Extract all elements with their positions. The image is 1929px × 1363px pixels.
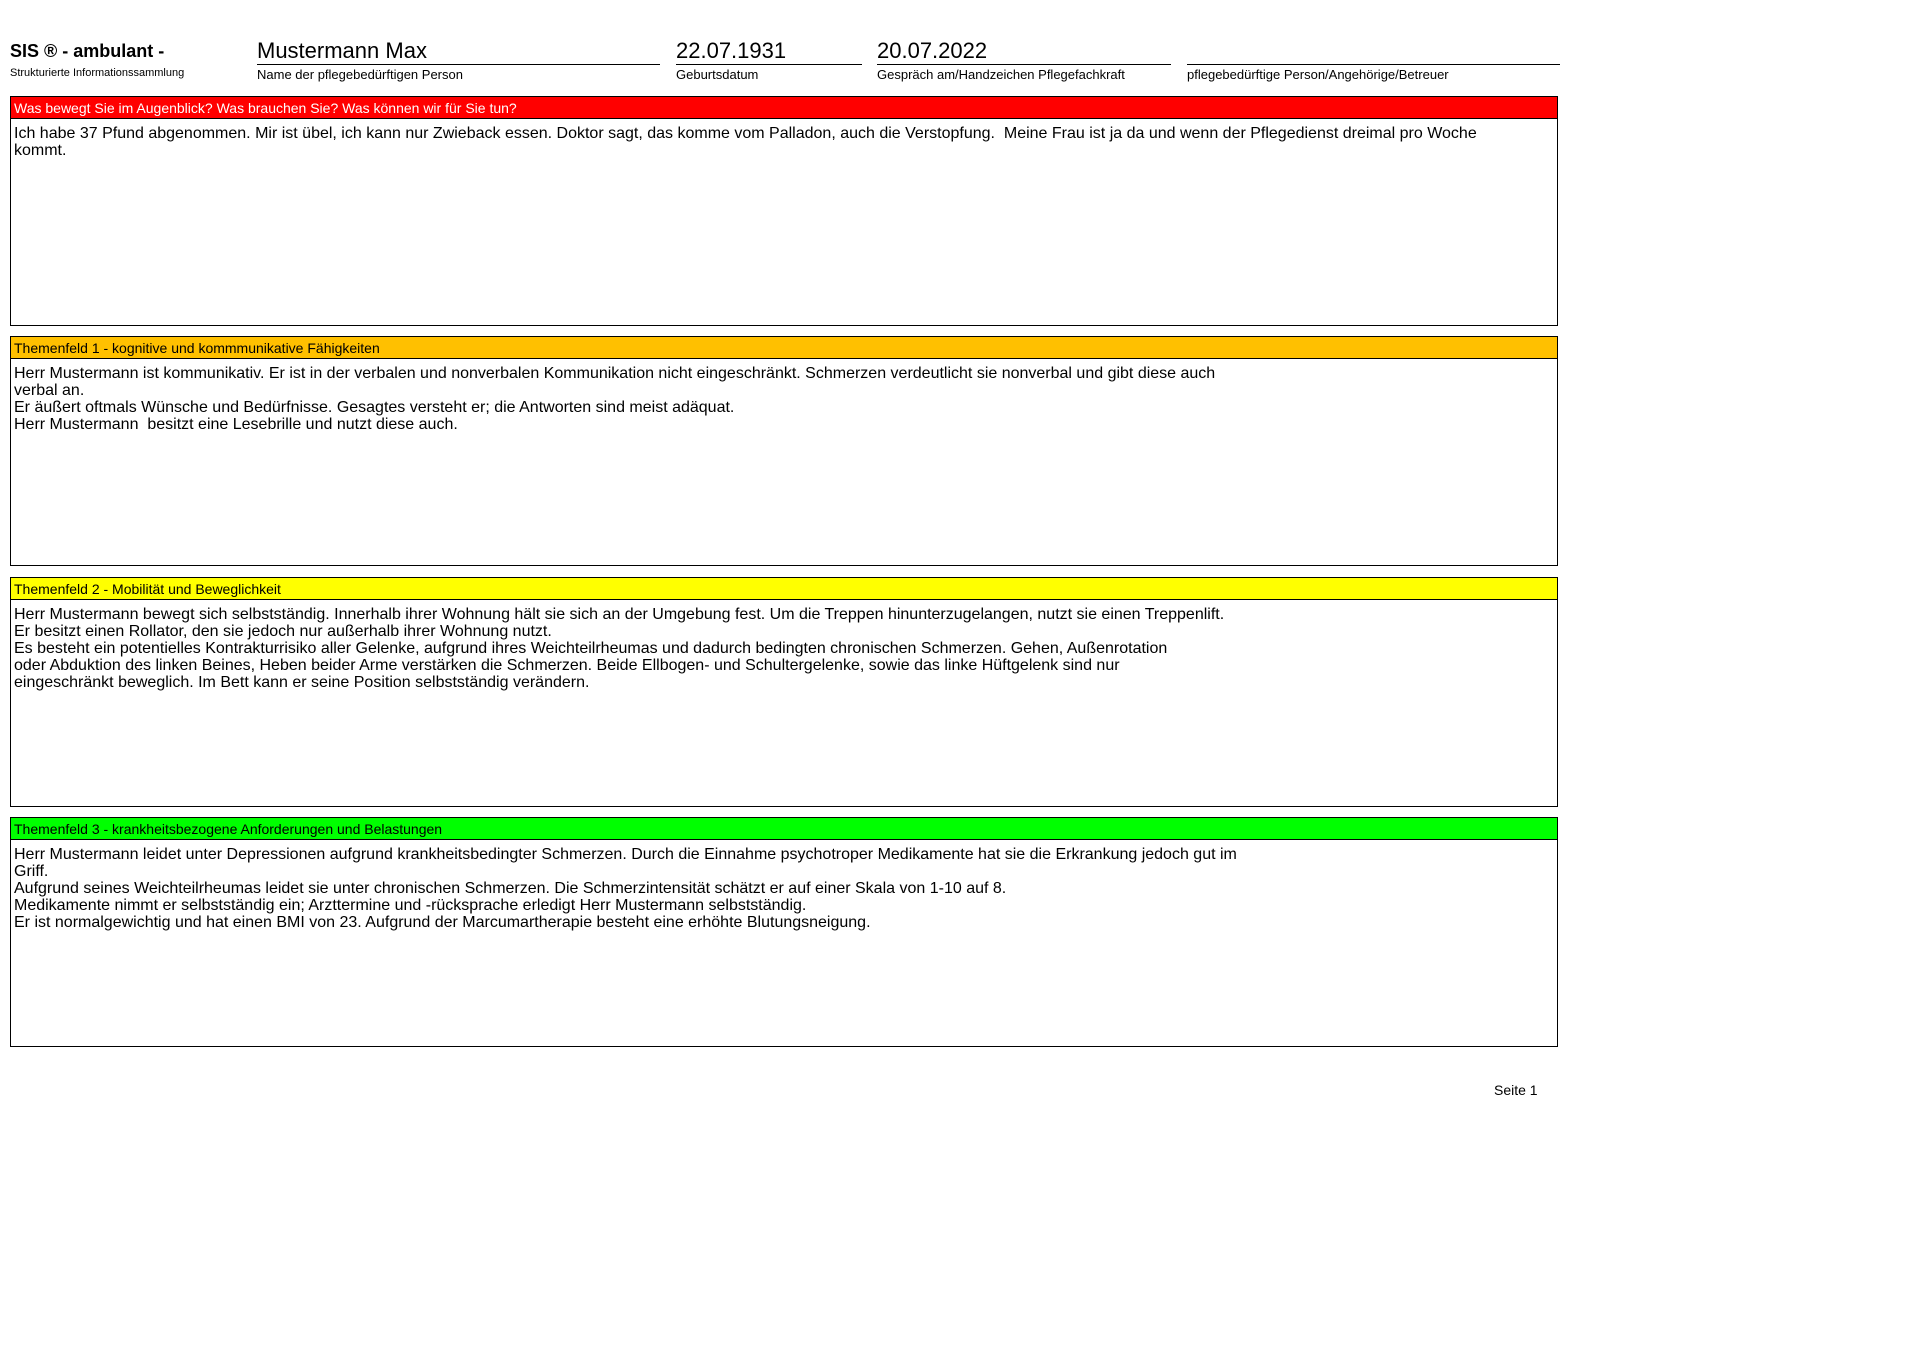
section-illness-demands: [10, 817, 1558, 1047]
section-text-line: Herr Mustermann leidet unter Depressionen aufgrund krankheitsbedingter Schmerzen. Durch die Einnahme psychotroper Medikamente hat sie die Erkrankung jedoch gut im: [14, 846, 1237, 863]
signature-field: [1187, 36, 1560, 84]
section-text-line: Herr Mustermann ist kommunikativ. Er ist in der verbalen und nonverbalen Kommunikation nicht eingeschränkt. Schmerzen verdeutlicht sie nonverbal und gibt diese auch: [14, 365, 1216, 382]
section-text-line: Aufgrund seines Weichteilrheumas leidet sie unter chronischen Schmerzen. Die Schmerzintensität schätzt er auf einer Skala von 1-10 auf 8.: [14, 880, 1007, 897]
section-header: Was bewegt Sie im Augenblick? Was brauchen Sie? Was können wir für Sie tun?: [11, 97, 1557, 119]
section-body: [11, 840, 1557, 931]
page-number: Seite 1: [1494, 1082, 1538, 1098]
birthdate-field: [676, 36, 862, 84]
section-text-line: Griff.: [14, 863, 49, 880]
section-text-line: Er äußert oftmals Wünsche und Bedürfnisse. Gesagtes versteht er; die Antworten sind meist adäquat.: [14, 399, 735, 416]
section-header: Themenfeld 1 - kognitive und kommmunikative Fähigkeiten: [11, 337, 1557, 359]
section-text-line: Herr Mustermann bewegt sich selbstständig. Innerhalb ihrer Wohnung hält sie sich an der Umgebung fest. Um die Treppen hinunterzugelangen, nutzt sie einen Treppenlift.: [14, 606, 1225, 623]
birthdate-value: 22.07.1931: [676, 36, 862, 65]
section-text-line: oder Abduktion des linken Beines, Heben beider Arme verstärken die Schmerzen. Beide Ellbogen- und Schultergelenke, sowie das linke Hüftgelenk sind nur: [14, 657, 1120, 674]
section-body: [11, 359, 1557, 433]
interview-date-field: [877, 36, 1171, 84]
section-text-line: Es besteht ein potentielles Kontrakturrisiko aller Gelenke, aufgrund ihres Weichteilrheumas und dadurch bedingten chronischen Schmerzen. Gehen, Außenrotation: [14, 640, 1168, 657]
section-current-needs: [10, 96, 1558, 326]
section-text-line: Herr Mustermann besitzt eine Lesebrille und nutzt diese auch.: [14, 416, 458, 433]
section-mobility: [10, 577, 1558, 807]
section-header: Themenfeld 2 - Mobilität und Beweglichkeit: [11, 578, 1557, 600]
birthdate-label: Geburtsdatum: [676, 67, 759, 82]
document-title: SIS ® - ambulant -: [10, 41, 165, 61]
section-body: [11, 119, 1557, 159]
patient-name-label: Name der pflegebedürftigen Person: [257, 67, 463, 82]
section-text-line: Medikamente nimmt er selbstständig ein; Arzttermine und -rücksprache erledigt Herr Mustermann selbstständig.: [14, 897, 807, 914]
section-body: [11, 600, 1557, 691]
section-text-line: Er besitzt einen Rollator, den sie jedoch nur außerhalb ihrer Wohnung nutzt.: [14, 623, 552, 640]
patient-name-field: [257, 36, 660, 84]
section-text-line: eingeschränkt beweglich. Im Bett kann er seine Position selbstständig verändern.: [14, 674, 590, 691]
section-header: Themenfeld 3 - krankheitsbezogene Anforderungen und Belastungen: [11, 818, 1557, 840]
signature-value: [1187, 36, 1560, 65]
interview-date-value: 20.07.2022: [877, 36, 1171, 65]
document-subtitle: Strukturierte Informationssammlung: [10, 67, 185, 79]
section-text-line: verbal an.: [14, 382, 85, 399]
section-text-line: Er ist normalgewichtig und hat einen BMI von 23. Aufgrund der Marcumartherapie besteht eine erhöhte Blutungsneigung.: [14, 914, 871, 931]
interview-date-label: Gespräch am/Handzeichen Pflegefachkraft: [877, 67, 1125, 82]
section-text-line: Ich habe 37 Pfund abgenommen. Mir ist übel, ich kann nur Zwieback essen. Doktor sagt, das komme vom Palladon, auch die Verstopfung. Meine Frau ist ja da und wenn der Pflegedienst dreimal pro Woche: [14, 125, 1477, 142]
section-cognitive-communication: [10, 336, 1558, 566]
patient-name-value: Mustermann Max: [257, 36, 660, 65]
signature-label: pflegebedürftige Person/Angehörige/Betreuer: [1187, 67, 1449, 82]
section-text-line: kommt.: [14, 142, 67, 159]
